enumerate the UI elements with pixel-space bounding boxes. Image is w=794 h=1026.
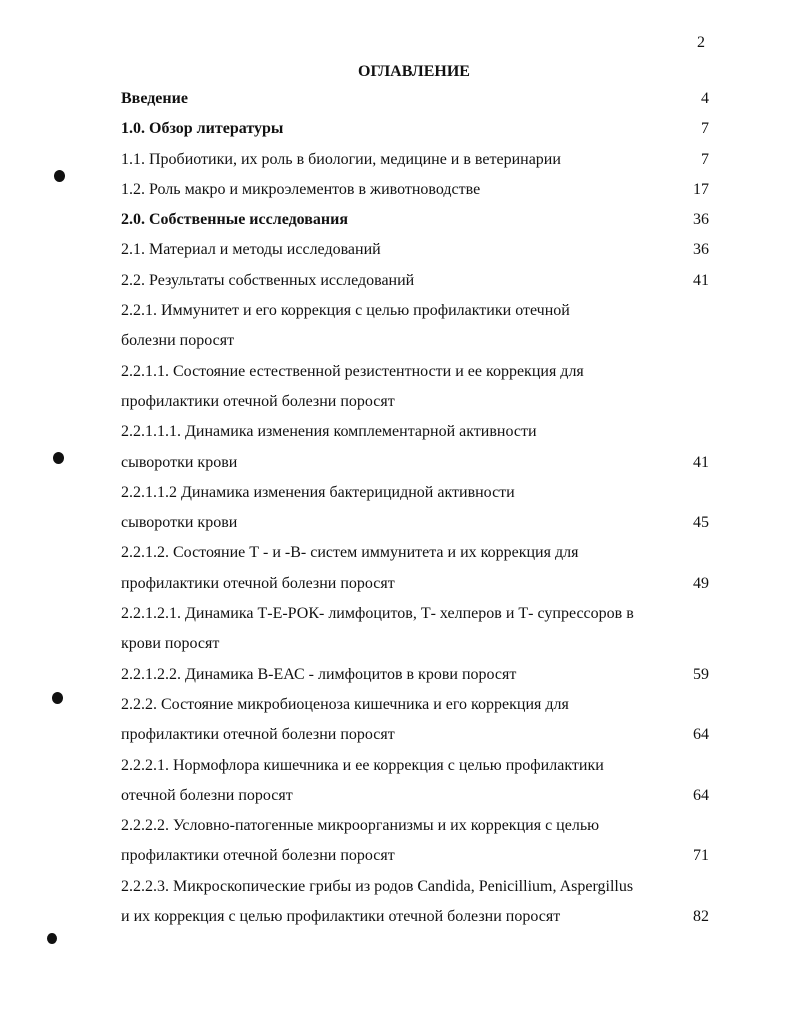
toc-entry (121, 478, 709, 508)
toc-entry-page: 17 (693, 180, 709, 198)
toc-entry (121, 569, 709, 599)
toc-entry-title: 2.0. Собственные исследования (121, 211, 349, 229)
scan-mark (52, 692, 63, 704)
toc-entry-title: 1.0. Обзор литературы (121, 120, 284, 138)
toc-entry-title: сыворотки крови (121, 514, 238, 532)
toc-entry (121, 690, 709, 720)
toc-entry (121, 296, 709, 326)
toc-entry-page: 64 (693, 726, 709, 744)
toc-entry-title: сыворотки крови (121, 453, 238, 471)
toc-entry-page: 71 (693, 847, 709, 865)
toc-entry (121, 145, 709, 175)
toc-entry-page: 59 (693, 665, 709, 683)
toc-entry (121, 599, 709, 629)
toc-entry-page: 41 (693, 453, 709, 471)
toc-entry (121, 781, 709, 811)
toc-entry (121, 175, 709, 205)
toc-entry-title: 1.2. Роль макро и микроэлементов в животноводстве (121, 180, 481, 198)
toc-entry-title: отечной болезни поросят (121, 786, 293, 804)
toc-entry-title: 2.2.1. Иммунитет и его коррекция с целью профилактики отечной (121, 302, 570, 320)
toc-entry-page: 45 (693, 514, 709, 532)
toc-entry-page: 82 (693, 908, 709, 926)
toc-entry-title: крови поросят (121, 635, 220, 653)
toc-entry (121, 508, 709, 538)
toc-entry-page: 41 (693, 271, 709, 289)
toc-entry-title: 2.2.1.2. Состояние Т - и -В- систем иммунитета и их коррекция для (121, 544, 579, 562)
toc-entry-title: 2.2. Результаты собственных исследований (121, 271, 415, 289)
toc-entry-title: болезни поросят (121, 332, 235, 350)
toc-entry (121, 84, 709, 114)
scan-mark (54, 170, 65, 182)
toc-entry (121, 448, 709, 478)
toc-entry (121, 235, 709, 265)
toc-entry-title: профилактики отечной болезни поросят (121, 392, 395, 410)
toc-entry (121, 629, 709, 659)
toc-entry-page: 49 (693, 574, 709, 592)
toc-entry (121, 660, 709, 690)
toc-entry (121, 417, 709, 447)
toc-entry-title: 2.2.1.1. Состояние естественной резистентности и ее коррекция для (121, 362, 584, 380)
toc-entry (121, 266, 709, 296)
table-of-contents (121, 84, 709, 932)
toc-entry-title: 2.1. Материал и методы исследований (121, 241, 381, 259)
toc-entry-title: 2.2.1.2.1. Динамика Т-Е-РОК- лимфоцитов, Т- хелперов и Т- супрессоров в (121, 605, 634, 623)
toc-entry-title: 2.2.2.2. Условно-патогенные микроорганизмы и их коррекция с целью (121, 817, 600, 835)
toc-entry-title: 2.2.1.2.2. Динамика В-ЕАС - лимфоцитов в крови поросят (121, 665, 517, 683)
toc-entry (121, 357, 709, 387)
toc-entry-title: профилактики отечной болезни поросят (121, 726, 395, 744)
toc-entry-title: 2.2.2.1. Нормофлора кишечника и ее коррекция с целью профилактики (121, 756, 604, 774)
toc-entry (121, 841, 709, 871)
toc-entry-title: 2.2.1.1.2 Динамика изменения бактерицидной активности (121, 483, 515, 501)
toc-entry-title: 2.2.2.3. Микроскопические грибы из родов Candida, Penicillium, Aspergillus (121, 877, 634, 895)
toc-heading: ОГЛАВЛЕНИЕ (358, 63, 470, 80)
page-number: 2 (697, 34, 705, 51)
toc-entry (121, 720, 709, 750)
toc-entry (121, 811, 709, 841)
toc-entry (121, 326, 709, 356)
scan-mark (47, 933, 57, 944)
scan-mark (53, 452, 64, 464)
toc-entry (121, 538, 709, 568)
toc-entry (121, 751, 709, 781)
toc-entry (121, 387, 709, 417)
toc-entry-title: и их коррекция с целью профилактики отечной болезни поросят (121, 908, 561, 926)
toc-entry-page: 7 (701, 120, 709, 138)
toc-entry (121, 902, 709, 932)
toc-entry-title: 2.2.2. Состояние микробиоценоза кишечника и его коррекция для (121, 695, 569, 713)
toc-entry-page: 36 (693, 241, 709, 259)
toc-entry-page: 7 (701, 150, 709, 168)
toc-entry (121, 114, 709, 144)
toc-entry (121, 872, 709, 902)
toc-entry-page: 4 (701, 90, 709, 107)
toc-entry-title: 1.1. Пробиотики, их роль в биологии, медицине и в ветеринарии (121, 150, 561, 168)
toc-entry-title: профилактики отечной болезни поросят (121, 574, 395, 592)
toc-entry-title: Введение (121, 90, 188, 107)
toc-entry-page: 64 (693, 786, 709, 804)
toc-entry-page: 36 (693, 211, 709, 229)
toc-entry-title: 2.2.1.1.1. Динамика изменения комплементарной активности (121, 423, 537, 441)
toc-entry-title: профилактики отечной болезни поросят (121, 847, 395, 865)
toc-entry (121, 205, 709, 235)
